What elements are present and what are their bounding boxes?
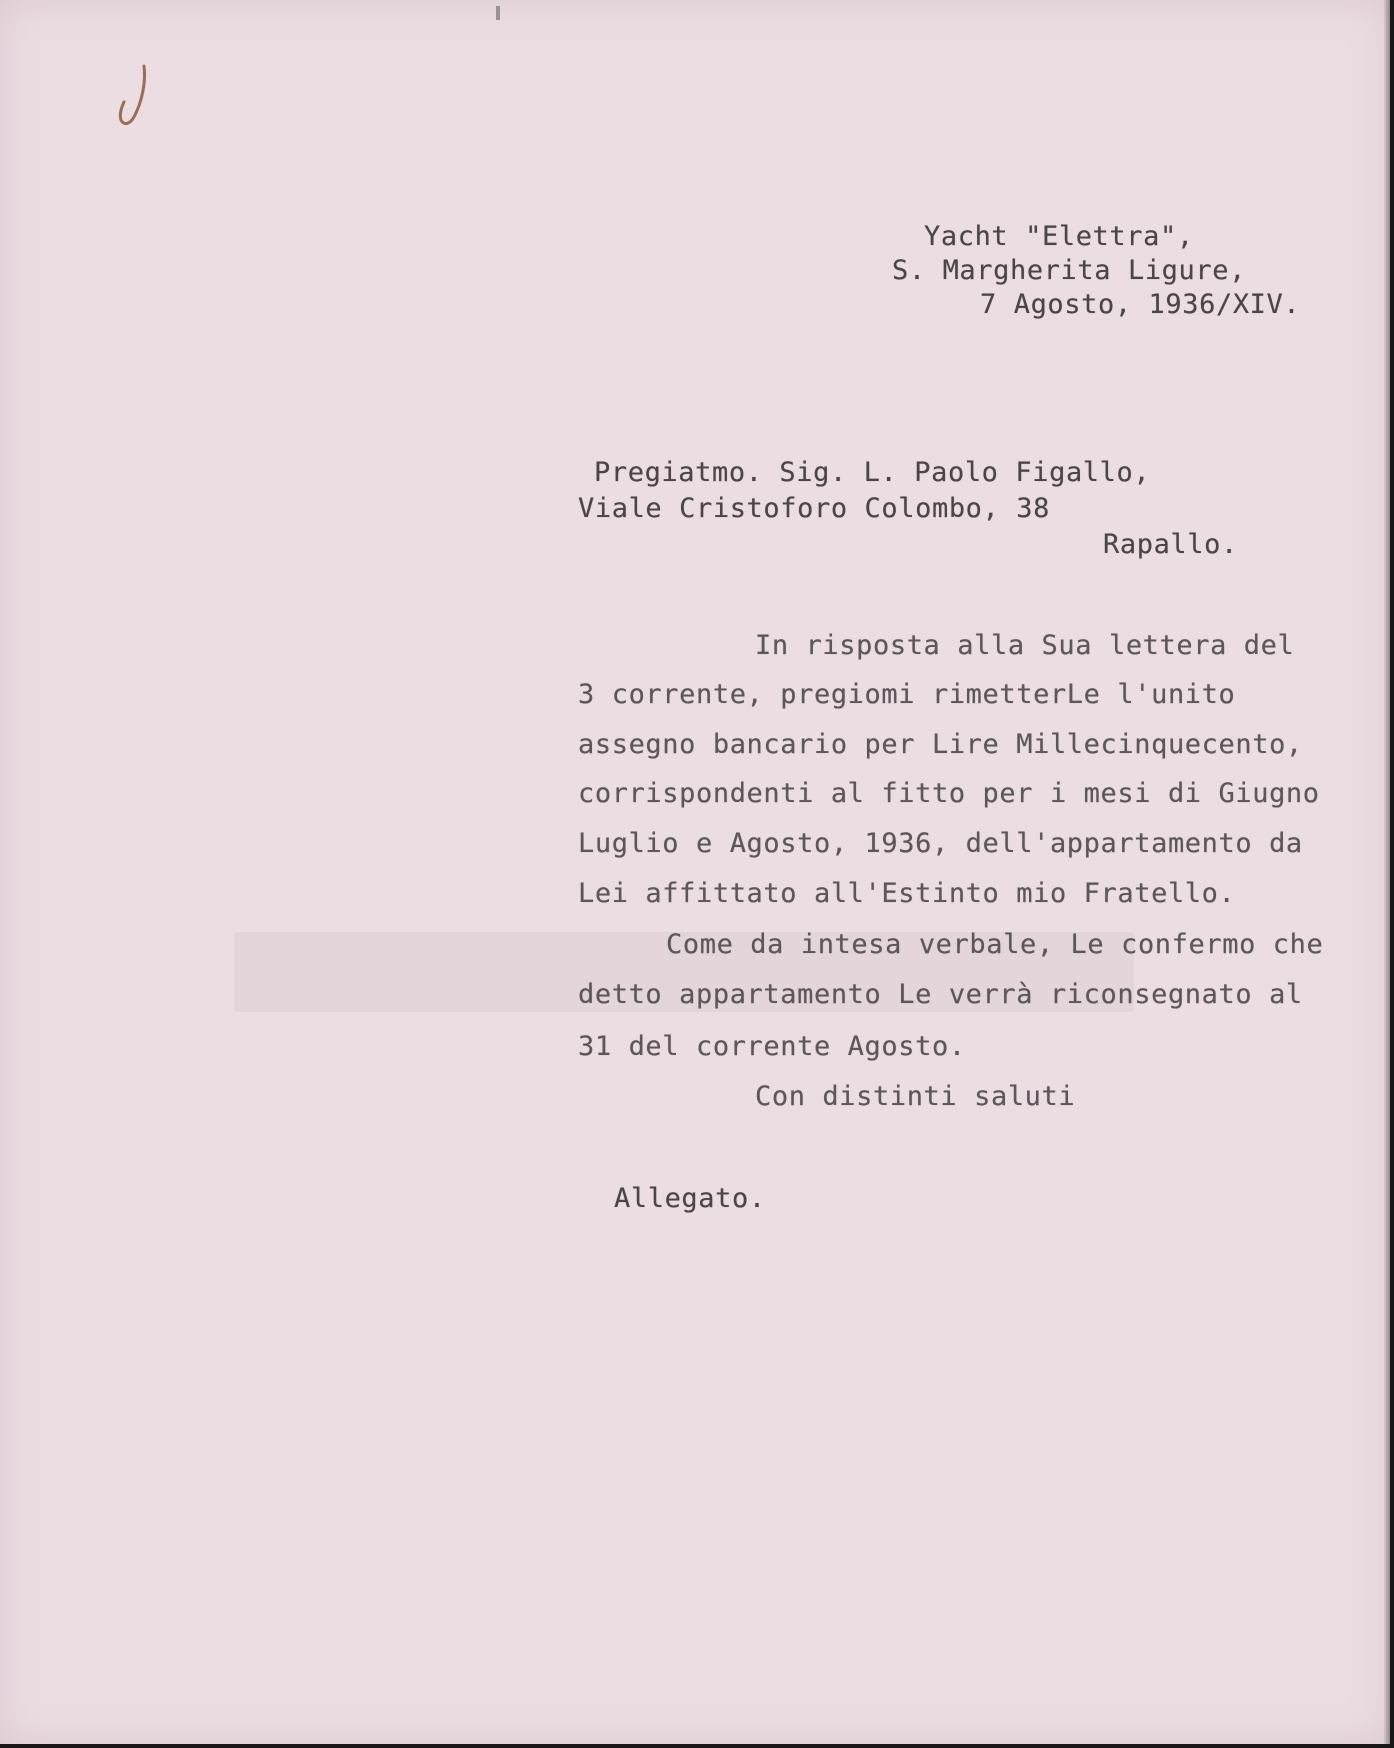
closing-line: Con distinti saluti bbox=[755, 1081, 1076, 1112]
body-line: In risposta alla Sua lettera del bbox=[755, 630, 1295, 661]
top-mark bbox=[496, 6, 500, 20]
body-line: Come da intesa verbale, Le confermo che bbox=[666, 929, 1324, 960]
heading-line: Yacht "Elettra", bbox=[924, 221, 1194, 252]
body-line: 3 corrente, pregiomi rimetterLe l'unito bbox=[578, 679, 1236, 710]
body-line: corrispondenti al fitto per i mesi di Giugno bbox=[578, 778, 1320, 809]
body-line: Lei affittato all'Estinto mio Fratello. bbox=[578, 878, 1236, 909]
heading-line: 7 Agosto, 1936/XIV. bbox=[980, 289, 1301, 320]
address-line: Pregiatmo. Sig. L. Paolo Figallo, bbox=[594, 457, 1151, 488]
page-edge-shadow bbox=[1384, 0, 1390, 1744]
body-line: Luglio e Agosto, 1936, dell'appartamento da bbox=[578, 828, 1303, 859]
body-line: detto appartamento Le verrà riconsegnato al bbox=[578, 979, 1303, 1010]
heading-line: S. Margherita Ligure, bbox=[892, 255, 1246, 286]
enclosure-note: Allegato. bbox=[614, 1183, 766, 1214]
body-line: 31 del corrente Agosto. bbox=[578, 1031, 966, 1062]
paperclip-mark-icon bbox=[116, 62, 156, 142]
body-line: assegno bancario per Lire Millecinquecento, bbox=[578, 729, 1303, 760]
address-line: Viale Cristoforo Colombo, 38 bbox=[578, 493, 1050, 524]
address-line: Rapallo. bbox=[1103, 529, 1238, 560]
